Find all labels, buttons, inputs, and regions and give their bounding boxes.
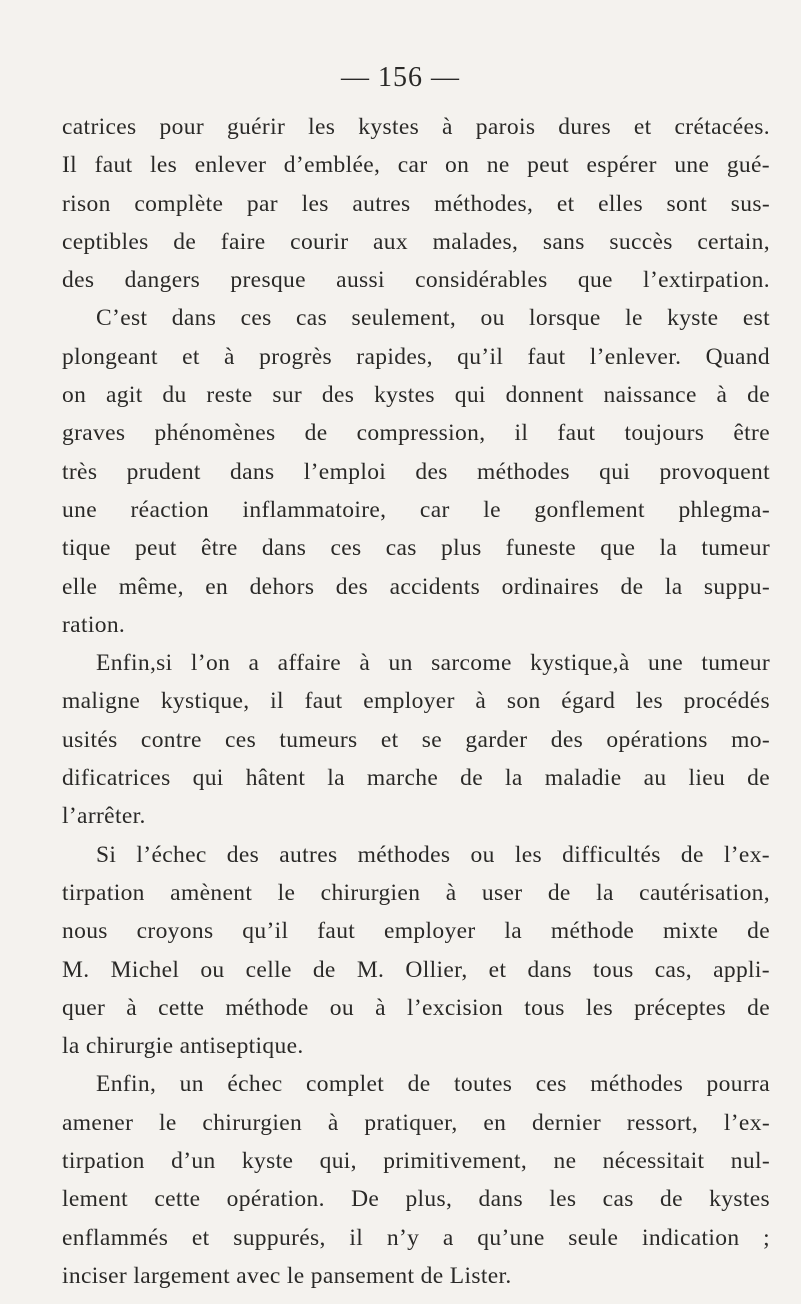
text-line: ration.: [62, 611, 126, 638]
text-line: quer à cette méthode ou à l’excision tous les préceptes de: [62, 994, 770, 1021]
text-line: amener le chirurgien à pratiquer, en dernier ressort, l’ex-: [62, 1109, 770, 1136]
text-line: elle même, en dehors des accidents ordinaires de la suppu-: [62, 573, 770, 600]
text-line: M. Michel ou celle de M. Ollier, et dans tous cas, appli-: [62, 956, 770, 983]
text-line: graves phénomènes de compression, il faut toujours être: [62, 420, 770, 447]
text-line: des dangers presque aussi considérables que l’extirpation.: [62, 267, 770, 294]
text-line: une réaction inflammatoire, car le gonflement phlegma-: [62, 496, 770, 523]
text-line: inciser largement avec le pansement de Lister.: [62, 1262, 512, 1289]
text-line: plongeant et à progrès rapides, qu’il faut l’enlever. Quand: [62, 343, 770, 370]
text-line: lement cette opération. De plus, dans les cas de kystes: [62, 1186, 770, 1213]
page-number: — 156 —: [341, 62, 460, 93]
text-line: nous croyons qu’il faut employer la méthode mixte de: [62, 918, 770, 945]
text-line: catrices pour guérir les kystes à parois dures et crétacées.: [62, 114, 770, 140]
text-line: dificatrices qui hâtent la marche de la maladie au lieu de: [62, 765, 770, 792]
text-line: la chirurgie antiseptique.: [62, 1033, 304, 1060]
text-line: tirpation d’un kyste qui, primitivement, ne nécessitait nul-: [62, 1148, 770, 1175]
text-line: C’est dans ces cas seulement, ou lorsque le kyste est: [96, 305, 770, 332]
text-line: on agit du reste sur des kystes qui donnent naissance à de: [62, 382, 770, 409]
text-line: très prudent dans l’emploi des méthodes qui provoquent: [62, 458, 770, 485]
text-line: rison complète par les autres méthodes, et elles sont sus-: [62, 190, 770, 217]
text-line: Enfin, un échec complet de toutes ces méthodes pourra: [96, 1071, 770, 1098]
text-line: Si l’échec des autres méthodes ou les difficultés de l’ex-: [96, 841, 770, 868]
text-line: maligne kystique, il faut employer à son égard les procédés: [62, 688, 770, 715]
text-line: tique peut être dans ces cas plus funeste que la tumeur: [62, 535, 770, 562]
text-line: ceptibles de faire courir aux malades, sans succès certain,: [62, 228, 770, 255]
text-line: Il faut les enlever d’emblée, car on ne peut espérer une gué-: [62, 152, 770, 179]
text-line: Enfin,si l’on a affaire à un sarcome kystique,à une tumeur: [96, 650, 770, 677]
text-line: l’arrêter.: [62, 803, 146, 830]
body-text: [62, 108, 770, 1295]
text-line: tirpation amènent le chirurgien à user de la cautérisation,: [62, 879, 770, 906]
text-line: enflammés et suppurés, il n’y a qu’une seule indication ;: [62, 1224, 770, 1251]
text-line: usités contre ces tumeurs et se garder des opérations mo-: [62, 726, 770, 753]
